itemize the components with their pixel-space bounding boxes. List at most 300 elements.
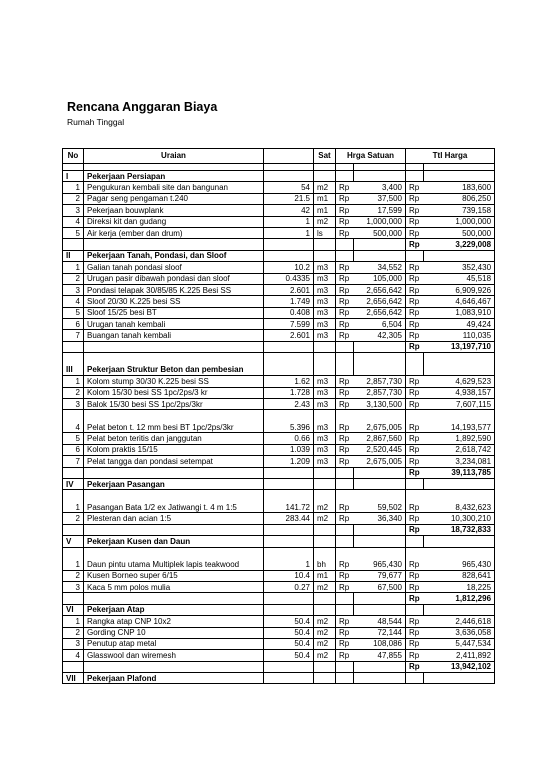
subtotal-currency: Rp xyxy=(406,239,424,250)
section-code: VI xyxy=(63,604,84,615)
item-unit-price: 2,867,560 xyxy=(354,433,406,444)
empty-cell xyxy=(264,536,314,547)
table-row xyxy=(63,433,495,444)
section-header-row xyxy=(63,536,495,547)
empty-cell xyxy=(354,673,406,684)
item-unit: m2 xyxy=(314,638,336,649)
header-harga-satuan: Hrga Satuan xyxy=(336,149,406,164)
item-total-currency: Rp xyxy=(406,513,424,524)
item-unit-price: 67,500 xyxy=(354,581,406,592)
empty-cell xyxy=(264,524,314,535)
item-price-currency: Rp xyxy=(336,387,354,398)
item-unit: m2 xyxy=(314,490,336,513)
item-total: 739,158 xyxy=(424,205,495,216)
table-row xyxy=(63,638,495,649)
item-total: 5,447,534 xyxy=(424,638,495,649)
table-row xyxy=(63,273,495,284)
item-price-currency: Rp xyxy=(336,444,354,455)
item-description: Penutup atap metal xyxy=(84,638,264,649)
item-no: 2 xyxy=(63,513,84,524)
item-total: 7,607,115 xyxy=(424,399,495,410)
item-total-currency: Rp xyxy=(406,330,424,341)
item-no: 3 xyxy=(63,638,84,649)
item-total: 352,430 xyxy=(424,262,495,273)
table-row xyxy=(63,216,495,227)
item-unit: m2 xyxy=(314,513,336,524)
item-no: 3 xyxy=(63,399,84,410)
table-row xyxy=(63,319,495,330)
empty-cell xyxy=(63,593,84,604)
item-quantity: 2.601 xyxy=(264,284,314,295)
subtotal-value: 13,197,710 xyxy=(424,341,495,352)
item-price-currency: Rp xyxy=(336,490,354,513)
item-unit-price: 2,857,730 xyxy=(354,376,406,387)
item-unit-price: 2,520,445 xyxy=(354,444,406,455)
empty-cell xyxy=(424,478,495,489)
table-row xyxy=(63,650,495,661)
empty-cell xyxy=(424,353,495,376)
empty-cell xyxy=(406,673,424,684)
empty-cell xyxy=(336,604,354,615)
empty-cell xyxy=(336,239,354,250)
item-unit-price: 1,000,000 xyxy=(354,216,406,227)
item-price-currency: Rp xyxy=(336,570,354,581)
item-price-currency: Rp xyxy=(336,182,354,193)
item-no: 2 xyxy=(63,387,84,398)
empty-cell xyxy=(336,661,354,672)
empty-cell xyxy=(314,536,336,547)
item-price-currency: Rp xyxy=(336,193,354,204)
empty-cell xyxy=(264,673,314,684)
table-row xyxy=(63,387,495,398)
item-unit-price: 2,656,642 xyxy=(354,284,406,295)
item-total-currency: Rp xyxy=(406,193,424,204)
empty-cell xyxy=(336,536,354,547)
table-row xyxy=(63,205,495,216)
table-row xyxy=(63,490,495,513)
item-quantity: 0.66 xyxy=(264,433,314,444)
item-price-currency: Rp xyxy=(336,513,354,524)
item-price-currency: Rp xyxy=(336,319,354,330)
empty-cell xyxy=(354,467,406,478)
item-total-currency: Rp xyxy=(406,307,424,318)
empty-cell xyxy=(314,250,336,261)
item-price-currency: Rp xyxy=(336,627,354,638)
section-header-row xyxy=(63,604,495,615)
table-row xyxy=(63,284,495,295)
item-unit: bh xyxy=(314,547,336,570)
section-code: III xyxy=(63,353,84,376)
empty-cell xyxy=(264,478,314,489)
table-row xyxy=(63,296,495,307)
item-quantity: 283.44 xyxy=(264,513,314,524)
item-quantity: 50.4 xyxy=(264,638,314,649)
item-description: Urugan tanah kembali xyxy=(84,319,264,330)
empty-cell xyxy=(406,250,424,261)
empty-cell xyxy=(406,536,424,547)
empty-cell xyxy=(424,536,495,547)
header-no: No xyxy=(63,149,84,164)
item-description: Kolom stump 30/30 K.225 besi SS xyxy=(84,376,264,387)
item-description: Kusen Borneo super 6/15 xyxy=(84,570,264,581)
item-unit-price: 34,552 xyxy=(354,262,406,273)
item-description: Glasswool dan wiremesh xyxy=(84,650,264,661)
table-row xyxy=(63,307,495,318)
section-title: Pekerjaan Tanah, Pondasi, dan Sloof xyxy=(84,250,264,261)
item-total-currency: Rp xyxy=(406,547,424,570)
empty-cell xyxy=(354,171,406,182)
item-no: 2 xyxy=(63,193,84,204)
item-total-currency: Rp xyxy=(406,581,424,592)
empty-cell xyxy=(84,524,264,535)
item-no: 4 xyxy=(63,650,84,661)
item-total: 1,892,590 xyxy=(424,433,495,444)
item-unit: m2 xyxy=(314,581,336,592)
empty-cell xyxy=(336,593,354,604)
empty-cell xyxy=(406,604,424,615)
empty-cell xyxy=(354,478,406,489)
item-price-currency: Rp xyxy=(336,227,354,238)
item-price-currency: Rp xyxy=(336,456,354,467)
item-quantity: 50.4 xyxy=(264,616,314,627)
item-total-currency: Rp xyxy=(406,399,424,410)
section-title: Pekerjaan Atap xyxy=(84,604,264,615)
item-price-currency: Rp xyxy=(336,330,354,341)
item-total: 828,641 xyxy=(424,570,495,581)
item-description: Sloof 15/25 besi BT xyxy=(84,307,264,318)
item-total-currency: Rp xyxy=(406,182,424,193)
item-quantity: 2.601 xyxy=(264,330,314,341)
empty-cell xyxy=(314,593,336,604)
item-description: Urugan pasir dibawah pondasi dan sloof xyxy=(84,273,264,284)
item-description: Galian tanah pondasi sloof xyxy=(84,262,264,273)
item-description: Direksi kit dan gudang xyxy=(84,216,264,227)
item-total-currency: Rp xyxy=(406,570,424,581)
table-row xyxy=(63,193,495,204)
empty-cell xyxy=(84,239,264,250)
item-total: 6,909,926 xyxy=(424,284,495,295)
item-no: 1 xyxy=(63,376,84,387)
item-description: Buangan tanah kembali xyxy=(84,330,264,341)
item-unit: m3 xyxy=(314,376,336,387)
section-title: Pekerjaan Kusen dan Daun xyxy=(84,536,264,547)
item-total: 3,636,058 xyxy=(424,627,495,638)
item-price-currency: Rp xyxy=(336,616,354,627)
subtotal-value: 39,113,785 xyxy=(424,467,495,478)
table-row xyxy=(63,627,495,638)
section-title: Pekerjaan Persiapan xyxy=(84,171,264,182)
item-unit-price: 47,855 xyxy=(354,650,406,661)
empty-cell xyxy=(264,171,314,182)
subtotal-currency: Rp xyxy=(406,467,424,478)
item-no: 5 xyxy=(63,227,84,238)
item-quantity: 5.396 xyxy=(264,410,314,433)
item-description: Sloof 20/30 K.225 besi SS xyxy=(84,296,264,307)
item-total: 8,432,623 xyxy=(424,490,495,513)
item-price-currency: Rp xyxy=(336,433,354,444)
item-unit: m3 xyxy=(314,410,336,433)
empty-cell xyxy=(314,467,336,478)
item-price-currency: Rp xyxy=(336,547,354,570)
empty-cell xyxy=(314,604,336,615)
item-no: 5 xyxy=(63,307,84,318)
document-title: Rencana Anggaran Biaya xyxy=(67,100,218,114)
empty-cell xyxy=(84,341,264,352)
item-unit: m1 xyxy=(314,570,336,581)
item-unit-price: 965,430 xyxy=(354,547,406,570)
empty-cell xyxy=(84,661,264,672)
cost-estimate-table xyxy=(62,148,495,684)
item-total: 2,411,892 xyxy=(424,650,495,661)
empty-cell xyxy=(314,673,336,684)
empty-cell xyxy=(354,536,406,547)
item-total: 2,446,618 xyxy=(424,616,495,627)
empty-cell xyxy=(84,164,264,171)
empty-cell xyxy=(354,353,406,376)
empty-cell xyxy=(336,250,354,261)
empty-cell xyxy=(63,239,84,250)
spacer-row xyxy=(63,164,495,171)
item-total-currency: Rp xyxy=(406,638,424,649)
item-price-currency: Rp xyxy=(336,638,354,649)
empty-cell xyxy=(264,353,314,376)
item-description: Pasangan Bata 1/2 ex Jatiwangi t. 4 m 1:5 xyxy=(84,490,264,513)
empty-cell xyxy=(84,467,264,478)
subtotal-currency: Rp xyxy=(406,341,424,352)
item-unit: m2 xyxy=(314,616,336,627)
item-quantity: 10.2 xyxy=(264,262,314,273)
table-row xyxy=(63,570,495,581)
item-description: Daun pintu utama Multiplek lapis teakwood xyxy=(84,547,264,570)
empty-cell xyxy=(424,164,495,171)
item-unit-price: 3,400 xyxy=(354,182,406,193)
table-row xyxy=(63,182,495,193)
item-total-currency: Rp xyxy=(406,616,424,627)
item-price-currency: Rp xyxy=(336,262,354,273)
item-description: Plesteran dan acian 1:5 xyxy=(84,513,264,524)
item-no: 1 xyxy=(63,547,84,570)
item-quantity: 0.408 xyxy=(264,307,314,318)
table-row xyxy=(63,513,495,524)
section-code: V xyxy=(63,536,84,547)
item-unit-price: 105,000 xyxy=(354,273,406,284)
empty-cell xyxy=(264,239,314,250)
item-quantity: 1 xyxy=(264,227,314,238)
table-row xyxy=(63,547,495,570)
item-unit-price: 37,500 xyxy=(354,193,406,204)
empty-cell xyxy=(84,593,264,604)
item-quantity: 21.5 xyxy=(264,193,314,204)
item-unit-price: 48,544 xyxy=(354,616,406,627)
empty-cell xyxy=(336,353,354,376)
item-description: Pagar seng pengaman t.240 xyxy=(84,193,264,204)
item-price-currency: Rp xyxy=(336,581,354,592)
item-unit: m1 xyxy=(314,205,336,216)
empty-cell xyxy=(314,239,336,250)
item-unit-price: 72,144 xyxy=(354,627,406,638)
section-header-row xyxy=(63,250,495,261)
empty-cell xyxy=(264,164,314,171)
item-total-currency: Rp xyxy=(406,650,424,661)
subtotal-row xyxy=(63,593,495,604)
item-price-currency: Rp xyxy=(336,399,354,410)
item-unit: m3 xyxy=(314,387,336,398)
item-total-currency: Rp xyxy=(406,284,424,295)
empty-cell xyxy=(406,164,424,171)
empty-cell xyxy=(354,341,406,352)
item-description: Gording CNP 10 xyxy=(84,627,264,638)
item-no: 5 xyxy=(63,433,84,444)
item-no: 4 xyxy=(63,410,84,433)
empty-cell xyxy=(354,524,406,535)
table-row xyxy=(63,330,495,341)
item-price-currency: Rp xyxy=(336,216,354,227)
item-quantity: 2.43 xyxy=(264,399,314,410)
item-unit-price: 2,675,005 xyxy=(354,456,406,467)
empty-cell xyxy=(314,478,336,489)
subtotal-value: 13,942,102 xyxy=(424,661,495,672)
table-body xyxy=(63,164,495,684)
empty-cell xyxy=(336,478,354,489)
item-no: 1 xyxy=(63,616,84,627)
empty-cell xyxy=(63,164,84,171)
item-no: 7 xyxy=(63,456,84,467)
table-row xyxy=(63,410,495,433)
subtotal-row xyxy=(63,239,495,250)
subtotal-currency: Rp xyxy=(406,524,424,535)
item-total: 4,646,467 xyxy=(424,296,495,307)
item-total: 4,629,523 xyxy=(424,376,495,387)
item-total: 3,234,081 xyxy=(424,456,495,467)
item-no: 4 xyxy=(63,216,84,227)
item-total: 110,035 xyxy=(424,330,495,341)
section-title: Pekerjaan Struktur Beton dan pembesian xyxy=(84,353,264,376)
empty-cell xyxy=(336,673,354,684)
item-total: 10,300,210 xyxy=(424,513,495,524)
item-total-currency: Rp xyxy=(406,273,424,284)
item-total-currency: Rp xyxy=(406,387,424,398)
item-unit-price: 500,000 xyxy=(354,227,406,238)
item-description: Kaca 5 mm polos mulia xyxy=(84,581,264,592)
header-sat: Sat xyxy=(314,149,336,164)
item-total: 500,000 xyxy=(424,227,495,238)
item-total: 965,430 xyxy=(424,547,495,570)
item-quantity: 0.4335 xyxy=(264,273,314,284)
item-unit-price: 2,857,730 xyxy=(354,387,406,398)
item-description: Pekerjaan bouwplank xyxy=(84,205,264,216)
item-quantity: 1.039 xyxy=(264,444,314,455)
item-quantity: 7.599 xyxy=(264,319,314,330)
item-unit-price: 59,502 xyxy=(354,490,406,513)
subtotal-value: 3,229,008 xyxy=(424,239,495,250)
item-no: 2 xyxy=(63,627,84,638)
item-quantity: 1.728 xyxy=(264,387,314,398)
table-row xyxy=(63,262,495,273)
item-no: 3 xyxy=(63,581,84,592)
empty-cell xyxy=(424,250,495,261)
item-unit: m3 xyxy=(314,319,336,330)
item-quantity: 42 xyxy=(264,205,314,216)
item-quantity: 50.4 xyxy=(264,627,314,638)
subtotal-currency: Rp xyxy=(406,593,424,604)
item-no: 1 xyxy=(63,262,84,273)
empty-cell xyxy=(264,604,314,615)
item-unit-price: 2,656,642 xyxy=(354,296,406,307)
empty-cell xyxy=(314,661,336,672)
empty-cell xyxy=(354,593,406,604)
item-price-currency: Rp xyxy=(336,307,354,318)
header-qty xyxy=(264,149,314,164)
item-description: Pelat tangga dan pondasi setempat xyxy=(84,456,264,467)
item-total-currency: Rp xyxy=(406,376,424,387)
section-header-row xyxy=(63,171,495,182)
item-description: Rangka atap CNP 10x2 xyxy=(84,616,264,627)
item-no: 2 xyxy=(63,273,84,284)
empty-cell xyxy=(424,604,495,615)
item-total-currency: Rp xyxy=(406,444,424,455)
table-row xyxy=(63,399,495,410)
item-total: 45,518 xyxy=(424,273,495,284)
item-price-currency: Rp xyxy=(336,284,354,295)
item-price-currency: Rp xyxy=(336,296,354,307)
item-no: 3 xyxy=(63,284,84,295)
item-total-currency: Rp xyxy=(406,216,424,227)
item-description: Kolom praktis 15/15 xyxy=(84,444,264,455)
empty-cell xyxy=(63,467,84,478)
empty-cell xyxy=(354,604,406,615)
item-price-currency: Rp xyxy=(336,410,354,433)
header-total: Ttl Harga xyxy=(406,149,495,164)
item-total: 14,193,577 xyxy=(424,410,495,433)
item-unit-price: 2,656,642 xyxy=(354,307,406,318)
section-code: II xyxy=(63,250,84,261)
item-unit: m3 xyxy=(314,296,336,307)
item-unit: m3 xyxy=(314,284,336,295)
item-no: 6 xyxy=(63,444,84,455)
item-unit-price: 3,130,500 xyxy=(354,399,406,410)
item-no: 1 xyxy=(63,490,84,513)
empty-cell xyxy=(406,171,424,182)
subtotal-row xyxy=(63,524,495,535)
empty-cell xyxy=(63,661,84,672)
item-unit: m2 xyxy=(314,216,336,227)
empty-cell xyxy=(424,171,495,182)
empty-cell xyxy=(264,341,314,352)
table-row xyxy=(63,376,495,387)
empty-cell xyxy=(406,478,424,489)
section-code: I xyxy=(63,171,84,182)
subtotal-row xyxy=(63,661,495,672)
empty-cell xyxy=(354,250,406,261)
item-quantity: 0.27 xyxy=(264,581,314,592)
table-row xyxy=(63,444,495,455)
item-quantity: 1.749 xyxy=(264,296,314,307)
empty-cell xyxy=(354,661,406,672)
item-unit-price: 108,086 xyxy=(354,638,406,649)
item-total-currency: Rp xyxy=(406,296,424,307)
item-unit: m3 xyxy=(314,330,336,341)
table-row xyxy=(63,227,495,238)
item-no: 3 xyxy=(63,205,84,216)
item-total: 2,618,742 xyxy=(424,444,495,455)
item-unit-price: 42,305 xyxy=(354,330,406,341)
subtotal-value: 18,732,833 xyxy=(424,524,495,535)
item-unit: m3 xyxy=(314,273,336,284)
item-total-currency: Rp xyxy=(406,490,424,513)
item-no: 7 xyxy=(63,330,84,341)
empty-cell xyxy=(63,524,84,535)
item-total: 49,424 xyxy=(424,319,495,330)
